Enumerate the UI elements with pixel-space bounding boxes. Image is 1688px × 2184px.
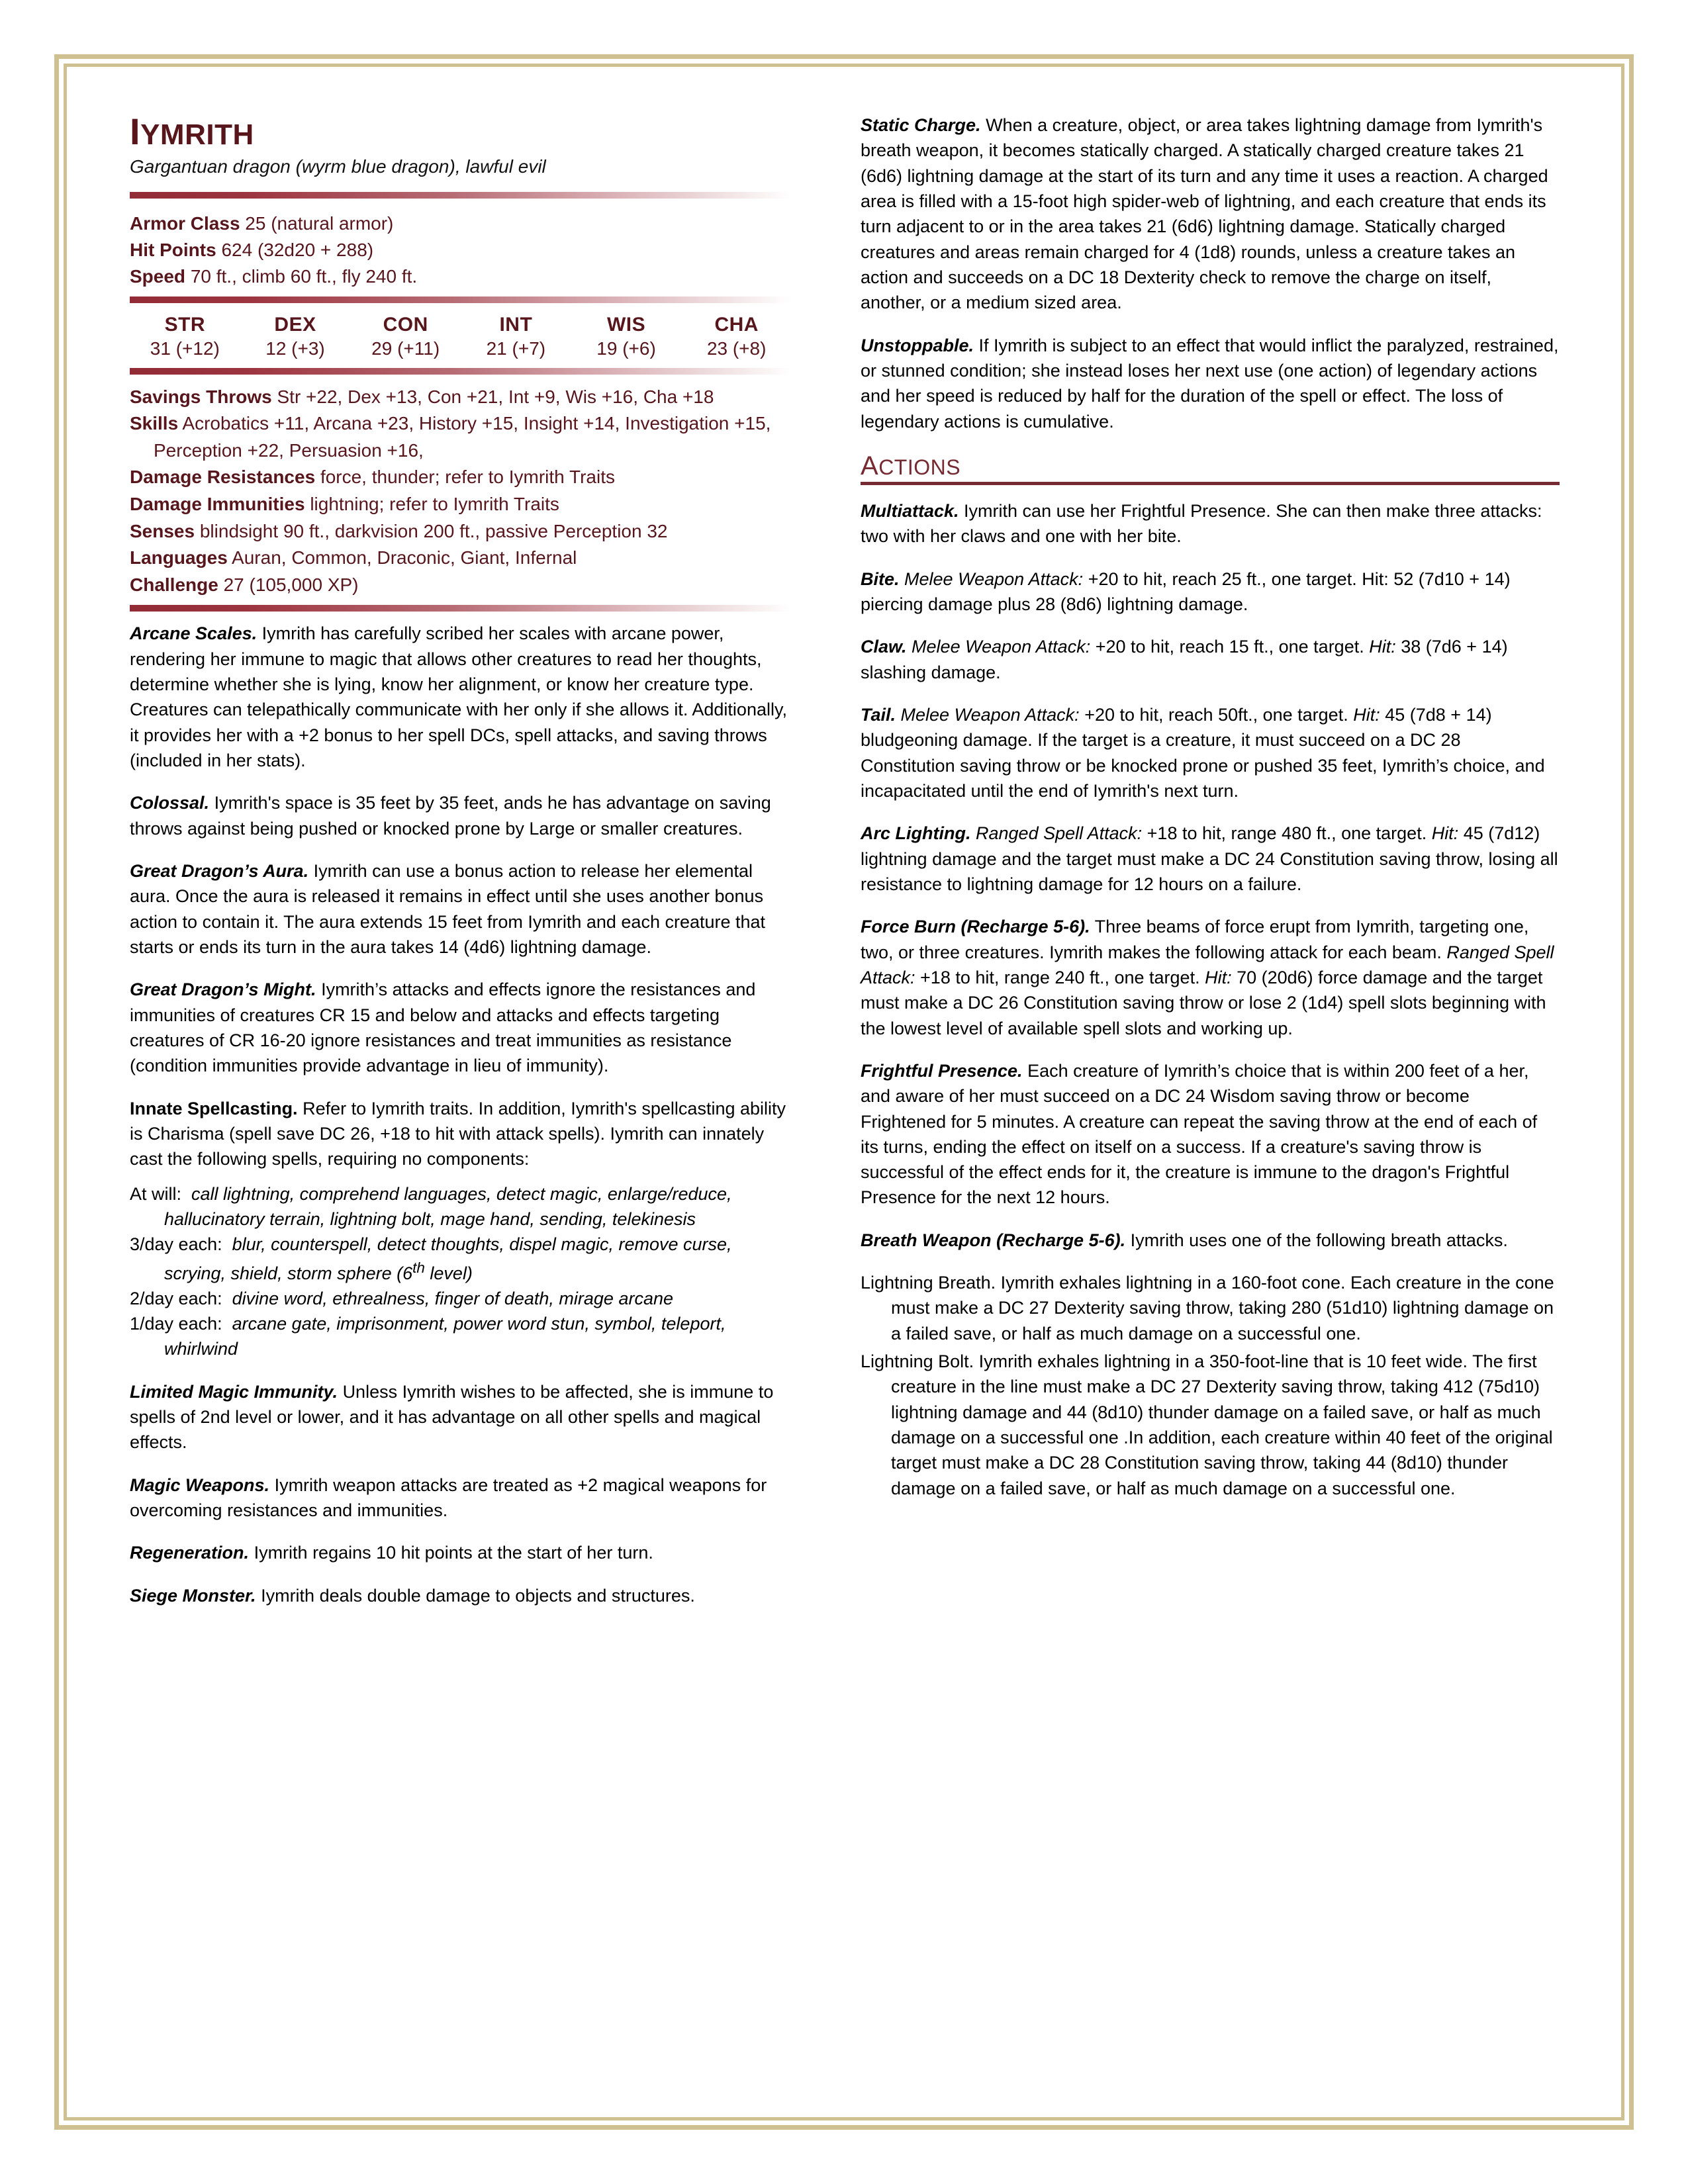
action-arc-lighting xyxy=(861,821,1560,897)
damage-resistances-line xyxy=(130,464,792,491)
spell-suffix-3-day: level) xyxy=(424,1263,473,1283)
armor-class-label: Armor Class xyxy=(130,213,240,234)
damage-resistances-value: force, thunder; refer to Iymrith Traits xyxy=(320,467,615,488)
trait-colossal xyxy=(130,790,792,841)
senses-label: Senses xyxy=(130,520,195,541)
ability-cha xyxy=(681,312,792,361)
action-arc-lighting-text: +18 to hit, range 480 ft., one target. xyxy=(1142,823,1432,844)
action-claw-name: Claw. xyxy=(861,637,907,657)
creature-name-initial: I xyxy=(130,111,141,152)
trait-unstoppable xyxy=(861,333,1560,434)
trait-colossal-text: Iymrith's space is 35 feet by 35 feet, ands he has advantage on saving throws against being pushed or knocked prone by Large or smaller creatures. xyxy=(130,793,771,839)
divider-rule-2 xyxy=(130,296,792,303)
breath-lightning-breath-name: Lightning Breath. xyxy=(861,1273,996,1293)
action-claw-text: +20 to hit, reach 15 ft., one target. xyxy=(1090,637,1370,657)
action-arc-lighting-attack-label: Ranged Spell Attack: xyxy=(976,823,1143,844)
ability-cha-label: CHA xyxy=(714,313,759,336)
trait-great-dragons-aura-text: Iymrith can use a bonus action to release her elemental aura. Once the aura is released it remains in effect until she uses another bonus action to contain it. The aura extends 15 feet from Iymrith and each creature that starts or ends its turn in the aura takes 14 (4d6) lightning damage. xyxy=(130,860,766,957)
action-frightful-presence xyxy=(861,1058,1560,1210)
spell-row-1-day xyxy=(130,1311,792,1362)
ability-cha-score: 23 (+8) xyxy=(706,338,767,359)
action-force-burn-pre: Three beams of force erupt from Iymrith, targeting one, two, or three creatures. Iymrith makes the following attack for each beam. xyxy=(861,917,1529,962)
damage-immunities-label: Damage Immunities xyxy=(130,493,305,514)
action-multiattack-text: Iymrith can use her Frightful Presence. She can then make three attacks: two with her claws and one with her bite. xyxy=(861,500,1542,547)
trait-great-dragons-aura xyxy=(130,858,792,960)
action-force-burn-name: Force Burn (Recharge 5-6). xyxy=(861,917,1090,937)
breath-lightning-bolt-text: Iymrith exhales lightning in a 350-foot-line that is 10 feet wide. The first creature in the line must make a DC 27 Dexterity saving throw, taking 412 (75d10) lightning damage and 44 (8d10) thunder damage on a failed save, or half as much damage on a successful one .In addition, each creature within 40 feet of the original target must make a DC 28 Constitution saving throw, taking 44 (8d10) thunder damage on a failed save, or half as much damage on a successful one. xyxy=(891,1351,1553,1498)
actions-heading-rule xyxy=(861,482,1560,485)
trait-limited-magic-immunity-name: Limited Magic Immunity. xyxy=(130,1381,338,1402)
trait-colossal-name: Colossal. xyxy=(130,793,210,813)
saving-throws-value: Str +22, Dex +13, Con +21, Int +9, Wis +16, Cha +18 xyxy=(277,386,714,407)
ability-wis xyxy=(571,312,682,361)
trait-arcane-scales xyxy=(130,621,792,773)
spell-names-3-day: blur, counterspell, detect thoughts, dispel magic, remove curse, scrying, shield, storm sphere (6 xyxy=(164,1234,732,1283)
ability-con xyxy=(350,312,461,361)
action-frightful-presence-text: Each creature of Iymrith’s choice that is within 200 feet of a her, and aware of her must succeed on a DC 24 Wisdom saving throw or become Frightened for 5 minutes. A creature can repeat the saving throw at the end of each of its turns, ending the effect on itself on a success. If a creature's saving throw is successful of the effect ends for it, the creature is immune to the dragon's Frightful Presence for the next 12 hours. xyxy=(861,1060,1538,1208)
action-multiattack-name: Multiattack. xyxy=(861,500,959,521)
speed-line xyxy=(130,263,792,290)
action-bite-name: Bite. xyxy=(861,569,900,589)
speed-label: Speed xyxy=(130,265,186,287)
trait-regeneration-text: Iymrith regains 10 hit points at the start of her turn. xyxy=(254,1543,653,1563)
trait-arcane-scales-name: Arcane Scales. xyxy=(130,623,258,644)
trait-static-charge xyxy=(861,113,1560,316)
action-force-burn-text: +18 to hit, range 240 ft., one target. xyxy=(915,967,1205,987)
left-column xyxy=(130,113,792,1625)
skills-label: Skills xyxy=(130,413,179,434)
saving-throws-line xyxy=(130,384,792,411)
trait-great-dragons-might-name: Great Dragon’s Might. xyxy=(130,979,316,1000)
trait-siege-monster-name: Siege Monster. xyxy=(130,1585,256,1606)
trait-static-charge-name: Static Charge. xyxy=(861,115,981,135)
action-force-burn xyxy=(861,914,1560,1041)
trait-static-charge-text: When a creature, object, or area takes lightning damage from Iymrith's breath weapon, it becomes statically charged. A statically charged creature takes 21 (6d6) lightning damage at the start of its turn and any time it uses a reaction. A charged area is filled with a 15-foot high spider-web of lightning, and each creature that ends its turn adjacent to or in the area takes 21 (6d6) lightning damage. Statically charged creatures and areas remain charged for 4 (1d8) rounds, unless a creature takes an action and succeeds on a DC 18 Dexterity check to remove the charge on itself, another, or a medium sized area. xyxy=(861,115,1548,313)
actions-heading xyxy=(861,451,1560,480)
trait-innate-spellcasting-text: Refer to Iymrith traits. In addition, Iymrith's spellcasting ability is Charisma (spell save DC 26, +18 to hit with attack spells). Iymrith can innately cast the following spells, requiring no components: xyxy=(130,1098,786,1169)
action-arc-lighting-hit-label: Hit: xyxy=(1431,823,1459,844)
spell-names-at-will: call lightning, comprehend languages, detect magic, enlarge/reduce, hallucinatory terrain, lightning bolt, mage hand, sending, telekinesis xyxy=(164,1183,732,1229)
ability-str xyxy=(130,312,240,361)
trait-magic-weapons xyxy=(130,1473,792,1524)
action-frightful-presence-name: Frightful Presence. xyxy=(861,1060,1023,1081)
trait-magic-weapons-text: Iymrith weapon attacks are treated as +2 magical weapons for overcoming resistances and immunities. xyxy=(130,1475,767,1521)
damage-immunities-value: lightning; refer to Iymrith Traits xyxy=(310,493,559,514)
skills-value: Acrobatics +11, Arcana +23, History +15, Insight +14, Investigation +15, Perception +22, Persuasion +16, xyxy=(154,413,771,461)
trait-limited-magic-immunity xyxy=(130,1379,792,1455)
spell-frequency-at-will: At will: xyxy=(130,1183,182,1204)
action-tail-hit-label: Hit: xyxy=(1353,704,1380,725)
trait-innate-spellcasting xyxy=(130,1096,792,1172)
action-tail-name: Tail. xyxy=(861,704,896,725)
hit-points-label: Hit Points xyxy=(130,240,216,261)
trait-regeneration xyxy=(130,1540,792,1565)
ability-str-label: STR xyxy=(164,313,206,336)
languages-label: Languages xyxy=(130,547,228,569)
trait-regeneration-name: Regeneration. xyxy=(130,1543,250,1563)
innate-spell-list xyxy=(130,1181,792,1362)
speed-value: 70 ft., climb 60 ft., fly 240 ft. xyxy=(190,265,418,287)
ability-dex-score: 12 (+3) xyxy=(265,338,325,359)
ability-dex-label: DEX xyxy=(274,313,316,336)
divider-rule-1 xyxy=(130,192,792,199)
ability-wis-score: 19 (+6) xyxy=(596,338,656,359)
challenge-line xyxy=(130,572,792,599)
trait-magic-weapons-name: Magic Weapons. xyxy=(130,1475,270,1495)
saving-throws-label: Savings Throws xyxy=(130,386,272,407)
trait-limited-magic-immunity-text: Unless Iymrith wishes to be affected, she is immune to spells of 2nd level or lower, and it has advantage on all other spells and magical effects. xyxy=(130,1381,774,1453)
ability-wis-label: WIS xyxy=(606,313,646,336)
action-claw-attack-label: Melee Weapon Attack: xyxy=(912,637,1091,657)
creature-name-rest: YMRITH xyxy=(140,118,254,151)
hit-points-value: 624 (32d20 + 288) xyxy=(221,240,374,261)
trait-great-dragons-might-text: Iymrith’s attacks and effects ignore the resistances and immunities of creatures CR 15 and below and attacks and effects targeting creatures of CR 16-20 ignore resistances and treat immunities as resistance (condition immunities provide advantage in lieu of immunity). xyxy=(130,979,756,1076)
spell-row-at-will xyxy=(130,1181,792,1232)
spell-frequency-1-day: 1/day each: xyxy=(130,1314,222,1334)
action-claw-hit-label: Hit: xyxy=(1369,637,1396,657)
action-tail-attack-label: Melee Weapon Attack: xyxy=(900,704,1080,725)
challenge-value: 27 (105,000 XP) xyxy=(223,574,359,595)
breath-lightning-breath-text: Iymrith exhales lightning in a 160-foot cone. Each creature in the cone must make a DC 27 Dexterity saving throw, taking 280 (51d10) lightning damage on a failed save, or half as much damage on a successful one. xyxy=(891,1273,1554,1343)
languages-value: Auran, Common, Draconic, Giant, Infernal xyxy=(232,547,577,569)
trait-great-dragons-might xyxy=(130,977,792,1078)
armor-class-line xyxy=(130,210,792,237)
action-claw xyxy=(861,634,1560,685)
action-breath-weapon-name: Breath Weapon (Recharge 5-6). xyxy=(861,1230,1126,1250)
actions-heading-rest: CTIONS xyxy=(878,455,961,479)
actions-heading-initial: A xyxy=(861,451,879,480)
spell-superscript-th: th xyxy=(412,1259,425,1276)
divider-rule-4 xyxy=(130,605,792,612)
divider-rule-3 xyxy=(130,368,792,375)
core-attributes xyxy=(130,210,792,289)
senses-line xyxy=(130,518,792,545)
breath-lightning-bolt-name: Lightning Bolt. xyxy=(861,1351,974,1372)
action-multiattack xyxy=(861,498,1560,549)
action-bite-text: +20 to hit, reach 25 ft., one target. Hit: 52 (7d10 + 14) piercing damage plus 28 (8d6) lightning damage. xyxy=(861,569,1511,614)
ability-score-table xyxy=(130,312,792,361)
action-arc-lighting-name: Arc Lighting. xyxy=(861,823,971,844)
challenge-label: Challenge xyxy=(130,574,218,595)
trait-siege-monster xyxy=(130,1583,792,1608)
damage-immunities-line xyxy=(130,491,792,518)
creature-name xyxy=(130,113,792,152)
trait-unstoppable-text: If Iymrith is subject to an effect that would inflict the paralyzed, restrained, or stunned condition; she instead loses her next use (one action) of legendary actions and her speed is reduced by half for the duration of the spell or effect. The loss of legendary actions is cumulative. xyxy=(861,335,1559,432)
action-claw-after-hit: 38 (7d6 + 14) slashing damage. xyxy=(861,637,1508,682)
senses-value: blindsight 90 ft., darkvision 200 ft., passive Perception 32 xyxy=(199,520,668,541)
right-column xyxy=(861,113,1560,1625)
action-tail-after-hit: 45 (7d8 + 14) bludgeoning damage. If the target is a creature, it must succeed on a DC 28 Constitution saving throw or be knocked prone or pushed 35 feet, Iymrith’s choice, and incapacitated until the end of Iymrith's next turn. xyxy=(861,704,1545,801)
action-tail xyxy=(861,702,1560,803)
trait-siege-monster-text: Iymrith deals double damage to objects and structures. xyxy=(261,1585,695,1606)
breath-lightning-breath xyxy=(861,1270,1560,1346)
ability-con-label: CON xyxy=(383,313,428,336)
ability-int-score: 21 (+7) xyxy=(486,338,546,359)
trait-innate-spellcasting-name: Innate Spellcasting. xyxy=(130,1098,298,1118)
damage-resistances-label: Damage Resistances xyxy=(130,467,316,488)
spell-frequency-3-day: 3/day each: xyxy=(130,1234,222,1255)
action-force-burn-after-hit: 70 (20d6) force damage and the target must make a DC 26 Constitution saving throw or lose 2 (1d4) spell slots beginning with the lowest level of available spell slots and working up. xyxy=(861,967,1546,1038)
skills-line xyxy=(130,410,792,464)
ability-int-label: INT xyxy=(499,313,533,336)
spell-names-2-day: divine word, ethrealness, finger of death, mirage arcane xyxy=(232,1288,674,1308)
action-tail-text: +20 to hit, reach 50ft., one target. xyxy=(1079,704,1354,725)
secondary-stats xyxy=(130,384,792,599)
action-breath-weapon-text: Iymrith uses one of the following breath attacks. xyxy=(1130,1230,1508,1250)
creature-subtitle: Gargantuan dragon (wyrm blue dragon), lawful evil xyxy=(130,156,546,177)
action-arc-lighting-after-hit: 45 (7d12) lightning damage and the target must make a DC 24 Constitution saving throw, losing all resistance to lightning damage for 12 hours on a failure. xyxy=(861,823,1558,894)
spell-names-1-day: arcane gate, imprisonment, power word stun, symbol, teleport, whirlwind xyxy=(164,1314,726,1359)
spell-frequency-2-day: 2/day each: xyxy=(130,1288,222,1308)
breath-lightning-bolt xyxy=(861,1349,1560,1501)
spell-row-2-day xyxy=(130,1286,792,1311)
ability-str-score: 31 (+12) xyxy=(150,338,220,359)
trait-great-dragons-aura-name: Great Dragon’s Aura. xyxy=(130,860,309,881)
ability-con-score: 29 (+11) xyxy=(371,338,440,359)
action-breath-weapon xyxy=(861,1228,1560,1253)
armor-class-value: 25 (natural armor) xyxy=(245,213,394,234)
trait-unstoppable-name: Unstoppable. xyxy=(861,335,974,355)
action-bite xyxy=(861,567,1560,617)
spell-row-3-day xyxy=(130,1232,792,1286)
hit-points-line xyxy=(130,237,792,263)
languages-line xyxy=(130,545,792,572)
two-column-content xyxy=(130,113,1560,1625)
ability-int xyxy=(461,312,571,361)
action-bite-attack-label: Melee Weapon Attack: xyxy=(904,569,1084,589)
trait-arcane-scales-text: Iymrith has carefully scribed her scales with arcane power, rendering her immune to magic that allows other creatures to read her thoughts, determine whether she is lying, know her alignment, or know her creature type. Creatures can telepathically communicate with her only if she allows it. Additionally, it provides her with a +2 bonus to her spell DCs, spell attacks, and saving throws (included in her stats). xyxy=(130,623,787,770)
action-force-burn-hit-label: Hit: xyxy=(1205,967,1232,987)
ability-dex xyxy=(240,312,351,361)
action-force-burn-attack-label: Ranged Spell Attack: xyxy=(861,942,1554,987)
